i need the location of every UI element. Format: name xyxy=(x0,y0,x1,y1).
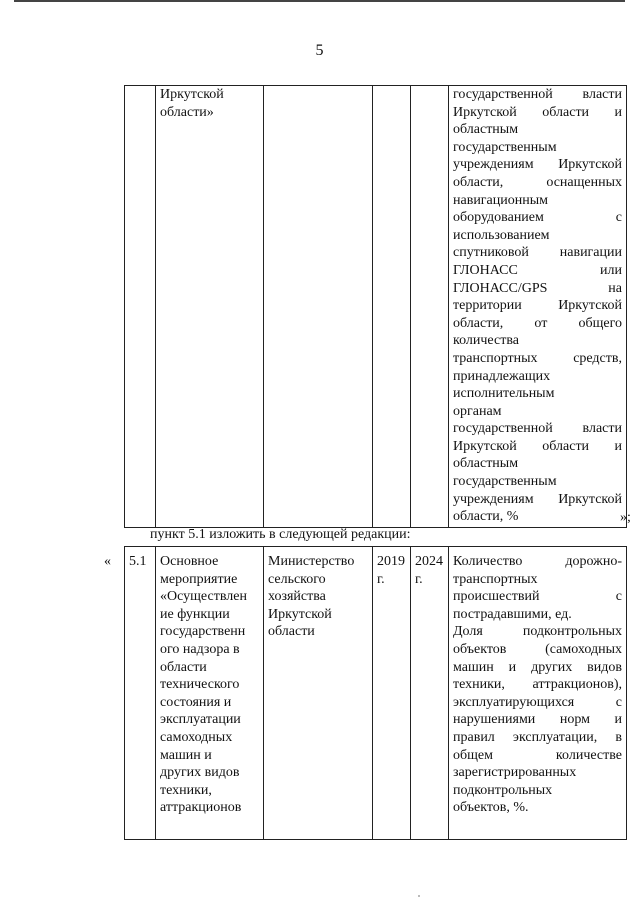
text-line: областным xyxy=(453,456,519,472)
text-line: Иркутской области и xyxy=(453,438,622,454)
text-line: Иркутской xyxy=(268,606,332,622)
scan-speck xyxy=(418,895,420,897)
text-line: состояния и xyxy=(160,694,232,710)
table-continuation xyxy=(124,85,627,528)
text-line: учреждениям Иркутской xyxy=(453,157,622,173)
text-line: области xyxy=(268,624,315,640)
text-line: общем количестве xyxy=(453,747,622,763)
text-line: «Осуществлен xyxy=(160,589,247,605)
text-line: подконтрольных xyxy=(453,782,553,798)
text-line: ГЛОНАСС или xyxy=(453,262,622,278)
text-line: транспортных xyxy=(453,571,538,587)
cell-end-year xyxy=(411,547,449,840)
text-line: других видов xyxy=(160,765,240,781)
text-line: машин и других видов xyxy=(453,659,622,675)
table-row xyxy=(125,547,627,840)
text-line: объектов (самоходных xyxy=(453,641,622,657)
text-line: государственным xyxy=(453,139,557,155)
text-line: транспортных средств, xyxy=(453,350,622,366)
page-number: 5 xyxy=(315,42,324,59)
text-line: области, от общего xyxy=(453,315,622,331)
cell-event xyxy=(156,547,264,840)
text-line: самоходных xyxy=(160,729,233,745)
text-line: техники, аттракционов), xyxy=(453,677,622,693)
opening-quote: « xyxy=(104,554,111,569)
text-line: сельского xyxy=(268,571,326,587)
text-line: использованием xyxy=(453,227,550,243)
text-line: области» xyxy=(160,104,214,120)
text-line: ГЛОНАСС/GPS на xyxy=(453,280,622,296)
text-line: машин и xyxy=(160,747,212,763)
text-line: нарушениями норм и xyxy=(453,712,622,728)
cell-end-empty xyxy=(411,86,449,528)
cell-number-empty xyxy=(125,86,156,528)
text-line: Основное xyxy=(160,554,219,569)
text-line: Иркутской xyxy=(160,87,224,102)
table-row xyxy=(125,86,627,528)
amendment-instruction: пункт 5.1 изложить в следующей редакции: xyxy=(150,527,411,542)
text-line: происшествий с xyxy=(453,589,622,605)
text-line: эксплуатации xyxy=(160,712,241,728)
text-line: территории Иркутской xyxy=(453,298,622,314)
text-line: государственным xyxy=(453,474,557,490)
text-line: принадлежащих xyxy=(453,368,551,384)
text-line: эксплуатирующихся с xyxy=(453,694,622,710)
text-line: Иркутской области и xyxy=(453,104,622,120)
text-line: г. xyxy=(377,571,385,587)
text-line: исполнительным xyxy=(453,386,555,402)
cell-executor xyxy=(264,547,373,840)
text-line: 2024 xyxy=(415,554,443,569)
text-line: спутниковой навигации xyxy=(453,245,622,261)
closing-quote: »; xyxy=(620,510,631,525)
text-line: аттракционов xyxy=(160,800,242,816)
text-line: навигационным xyxy=(453,192,548,208)
cell-indicator xyxy=(449,547,627,840)
top-scan-border xyxy=(14,0,625,2)
text-line: ого надзора в xyxy=(160,641,240,657)
cell-event xyxy=(156,86,264,528)
text-line: мероприятие xyxy=(160,571,238,587)
text-line: государственн xyxy=(160,624,246,640)
text-line: ие функции xyxy=(160,606,230,622)
text-line: количества xyxy=(453,333,519,349)
text-line: хозяйства xyxy=(268,589,326,605)
text-line: оборудованием с xyxy=(453,210,622,226)
text-line: государственной власти xyxy=(453,421,622,437)
text-line: техники, xyxy=(160,782,212,798)
text-line: Министерство xyxy=(268,554,355,569)
text-line: областным xyxy=(453,122,519,138)
text-line: зарегистрированных xyxy=(453,765,577,781)
text-line: области xyxy=(160,659,207,675)
cell-start-year xyxy=(373,547,411,840)
cell-number xyxy=(125,547,156,840)
cell-executor-empty xyxy=(264,86,373,528)
text-line: Доля подконтрольных xyxy=(453,624,622,640)
text-line: области, оснащенных xyxy=(453,174,622,190)
text-line: правил эксплуатации, в xyxy=(453,729,622,745)
text-line: г. xyxy=(415,571,423,587)
text-line: объектов, %. xyxy=(453,800,529,816)
text-line: государственной власти xyxy=(453,87,622,102)
text-line: Количество дорожно- xyxy=(453,554,622,569)
text-line: технического xyxy=(160,677,240,693)
cell-start-empty xyxy=(373,86,411,528)
text-line: 2019 xyxy=(377,554,405,569)
row-number: 5.1 xyxy=(129,554,147,569)
cell-indicator xyxy=(449,86,627,528)
text-line: области, % xyxy=(453,509,519,525)
text-line: органам xyxy=(453,403,502,419)
table-new-row xyxy=(124,546,627,840)
text-line: учреждениям Иркутской xyxy=(453,491,622,507)
text-line: пострадавшими, ед. xyxy=(453,606,572,622)
